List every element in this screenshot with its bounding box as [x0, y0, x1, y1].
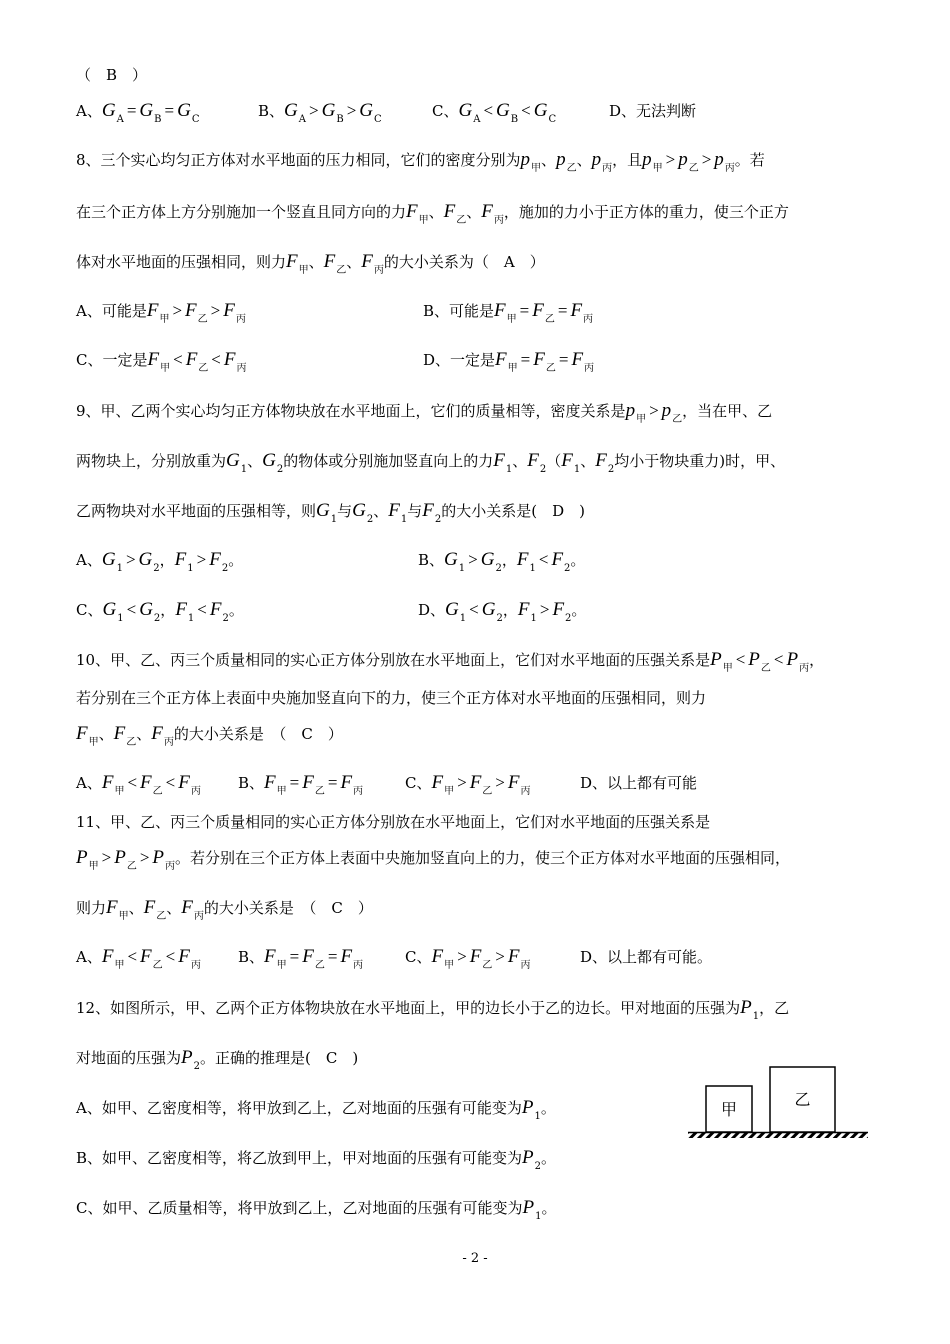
q9-line-3: 乙两物块对水平地面的压强相等，则$G_1$与$G_2$、$F_1$与$F_2$的大小关系是( D ): [76, 500, 585, 525]
q9-option-a: A、$G_1 > G_2$，$F_1 > F_2$。: [76, 549, 244, 574]
q11-line-3: 则力$F_甲$、$F_乙$、$F_丙$的大小关系是 （ C ）: [76, 897, 373, 922]
q9-option-d: D、$G_1 < G_2$，$F_1 > F_2$。: [418, 599, 587, 624]
q9-line-2: 两物块上，分别放重为$G_1$、$G_2$的物体或分别施加竖直向上的力$F_1$、$F_2(F_1$、$F_2$均小于物块重力)时，甲、: [76, 450, 786, 475]
q8-option-d: D、一定是$F_甲 = F_乙 = F_丙$: [423, 349, 595, 374]
q10-option-a: A、$F_甲 < F_乙 < F_丙$: [76, 772, 201, 797]
q7-option-a: A、$G_A = G_B = G_C$: [76, 100, 200, 125]
cube-large-label: 乙: [794, 1090, 811, 1109]
q7-option-d: D、无法判断: [609, 102, 697, 120]
ground-hatch: [688, 1133, 868, 1138]
q11-option-b: B、$F_甲 = F_乙 = F_丙$: [238, 946, 364, 971]
q12-option-b: B、如甲、乙密度相等，将乙放到甲上，甲对地面的压强有可能变为$P_2$。: [76, 1147, 557, 1172]
q12-option-a: A、如甲、乙密度相等，将甲放到乙上，乙对地面的压强有可能变为$P_1$。: [76, 1097, 556, 1122]
q9-option-b: B、$G_1 > G_2$，$F_1 < F_2$。: [418, 549, 586, 574]
q10-option-c: C、$F_甲 > F_乙 > F_丙$: [405, 772, 531, 797]
q12-line-1: 12、如图所示，甲、乙两个正方体物块放在水平地面上，甲的边长小于乙的边长。甲对地面的压强为$P_1$，乙: [76, 997, 790, 1022]
q10-line-2: 若分别在三个正方体上表面中央施加竖直向下的力，使三个正方体对水平地面的压强相同，则力: [76, 689, 707, 707]
q11-line-2: $P_甲 > P_乙 > P_丙$。若分别在三个正方体上表面中央施加竖直向上的力，使三个正方体对水平地面的压强相同，: [76, 847, 791, 872]
q7-option-c: C、$G_A < G_B < G_C$: [432, 100, 557, 125]
q8-option-a: A、可能是$F_甲 > F_乙 > F_丙$: [76, 300, 246, 325]
q11-option-c: C、$F_甲 > F_乙 > F_丙$: [405, 946, 531, 971]
q8-line-1: 8、三个实心均匀正方体对水平地面的压力相同，它们的密度分别为$p_甲$、$p_乙$、$p_丙$，且$p_甲 > p_乙 > p_丙$。若: [76, 149, 765, 174]
q8-option-b: B、可能是$F_甲 = F_乙 = F_丙$: [423, 300, 594, 325]
answer-q7: （ B ）: [76, 66, 148, 84]
q12-option-c: C、如甲、乙质量相等，将甲放到乙上，乙对地面的压强有可能变为$P_1$。: [76, 1197, 557, 1222]
q7-option-b: B、$G_A > G_B > G_C$: [258, 100, 382, 125]
cubes-figure: [688, 1062, 868, 1142]
q11-line-1: 11、甲、乙、丙三个质量相同的实心正方体分别放在水平地面上，它们对水平地面的压强关系是: [76, 813, 711, 831]
q12-line-2: 对地面的压强为$P_2$。正确的推理是( C ): [76, 1047, 359, 1072]
page-number: - 2 -: [462, 1251, 488, 1266]
q8-line-3: 体对水平地面的压强相同，则力$F_甲$、$F_乙$、$F_丙$的大小关系为（ A ）: [76, 251, 545, 276]
q8-option-c: C、一定是$F_甲 < F_乙 < F_丙$: [76, 349, 247, 374]
q11-option-a: A、$F_甲 < F_乙 < F_丙$: [76, 946, 201, 971]
cube-small-label: 甲: [720, 1100, 738, 1119]
q10-option-d: D、以上都有可能: [580, 774, 698, 792]
q9-line-1: 9、甲、乙两个实心均匀正方体物块放在水平地面上，它们的质量相等，密度关系是$p_甲 > p_乙$，当在甲、乙: [76, 400, 773, 425]
q10-line-3: $F_甲$、$F_乙$、$F_丙$的大小关系是 （ C ）: [76, 723, 343, 748]
q8-line-2: 在三个正方体上方分别施加一个竖直且同方向的力$F_甲$、$F_乙$、$F_丙$，施加的力小于正方体的重力，使三个正方: [76, 201, 789, 226]
q10-option-b: B、$F_甲 = F_乙 = F_丙$: [238, 772, 364, 797]
q10-line-1: 10、甲、乙、丙三个质量相同的实心正方体分别放在水平地面上，它们对水平地面的压强关系是$P_甲 < P_乙 < P_丙$，: [76, 649, 825, 674]
q11-option-d: D、以上都有可能。: [580, 948, 713, 966]
q9-option-c: C、$G_1 < G_2$，$F_1 < F_2$。: [76, 599, 244, 624]
